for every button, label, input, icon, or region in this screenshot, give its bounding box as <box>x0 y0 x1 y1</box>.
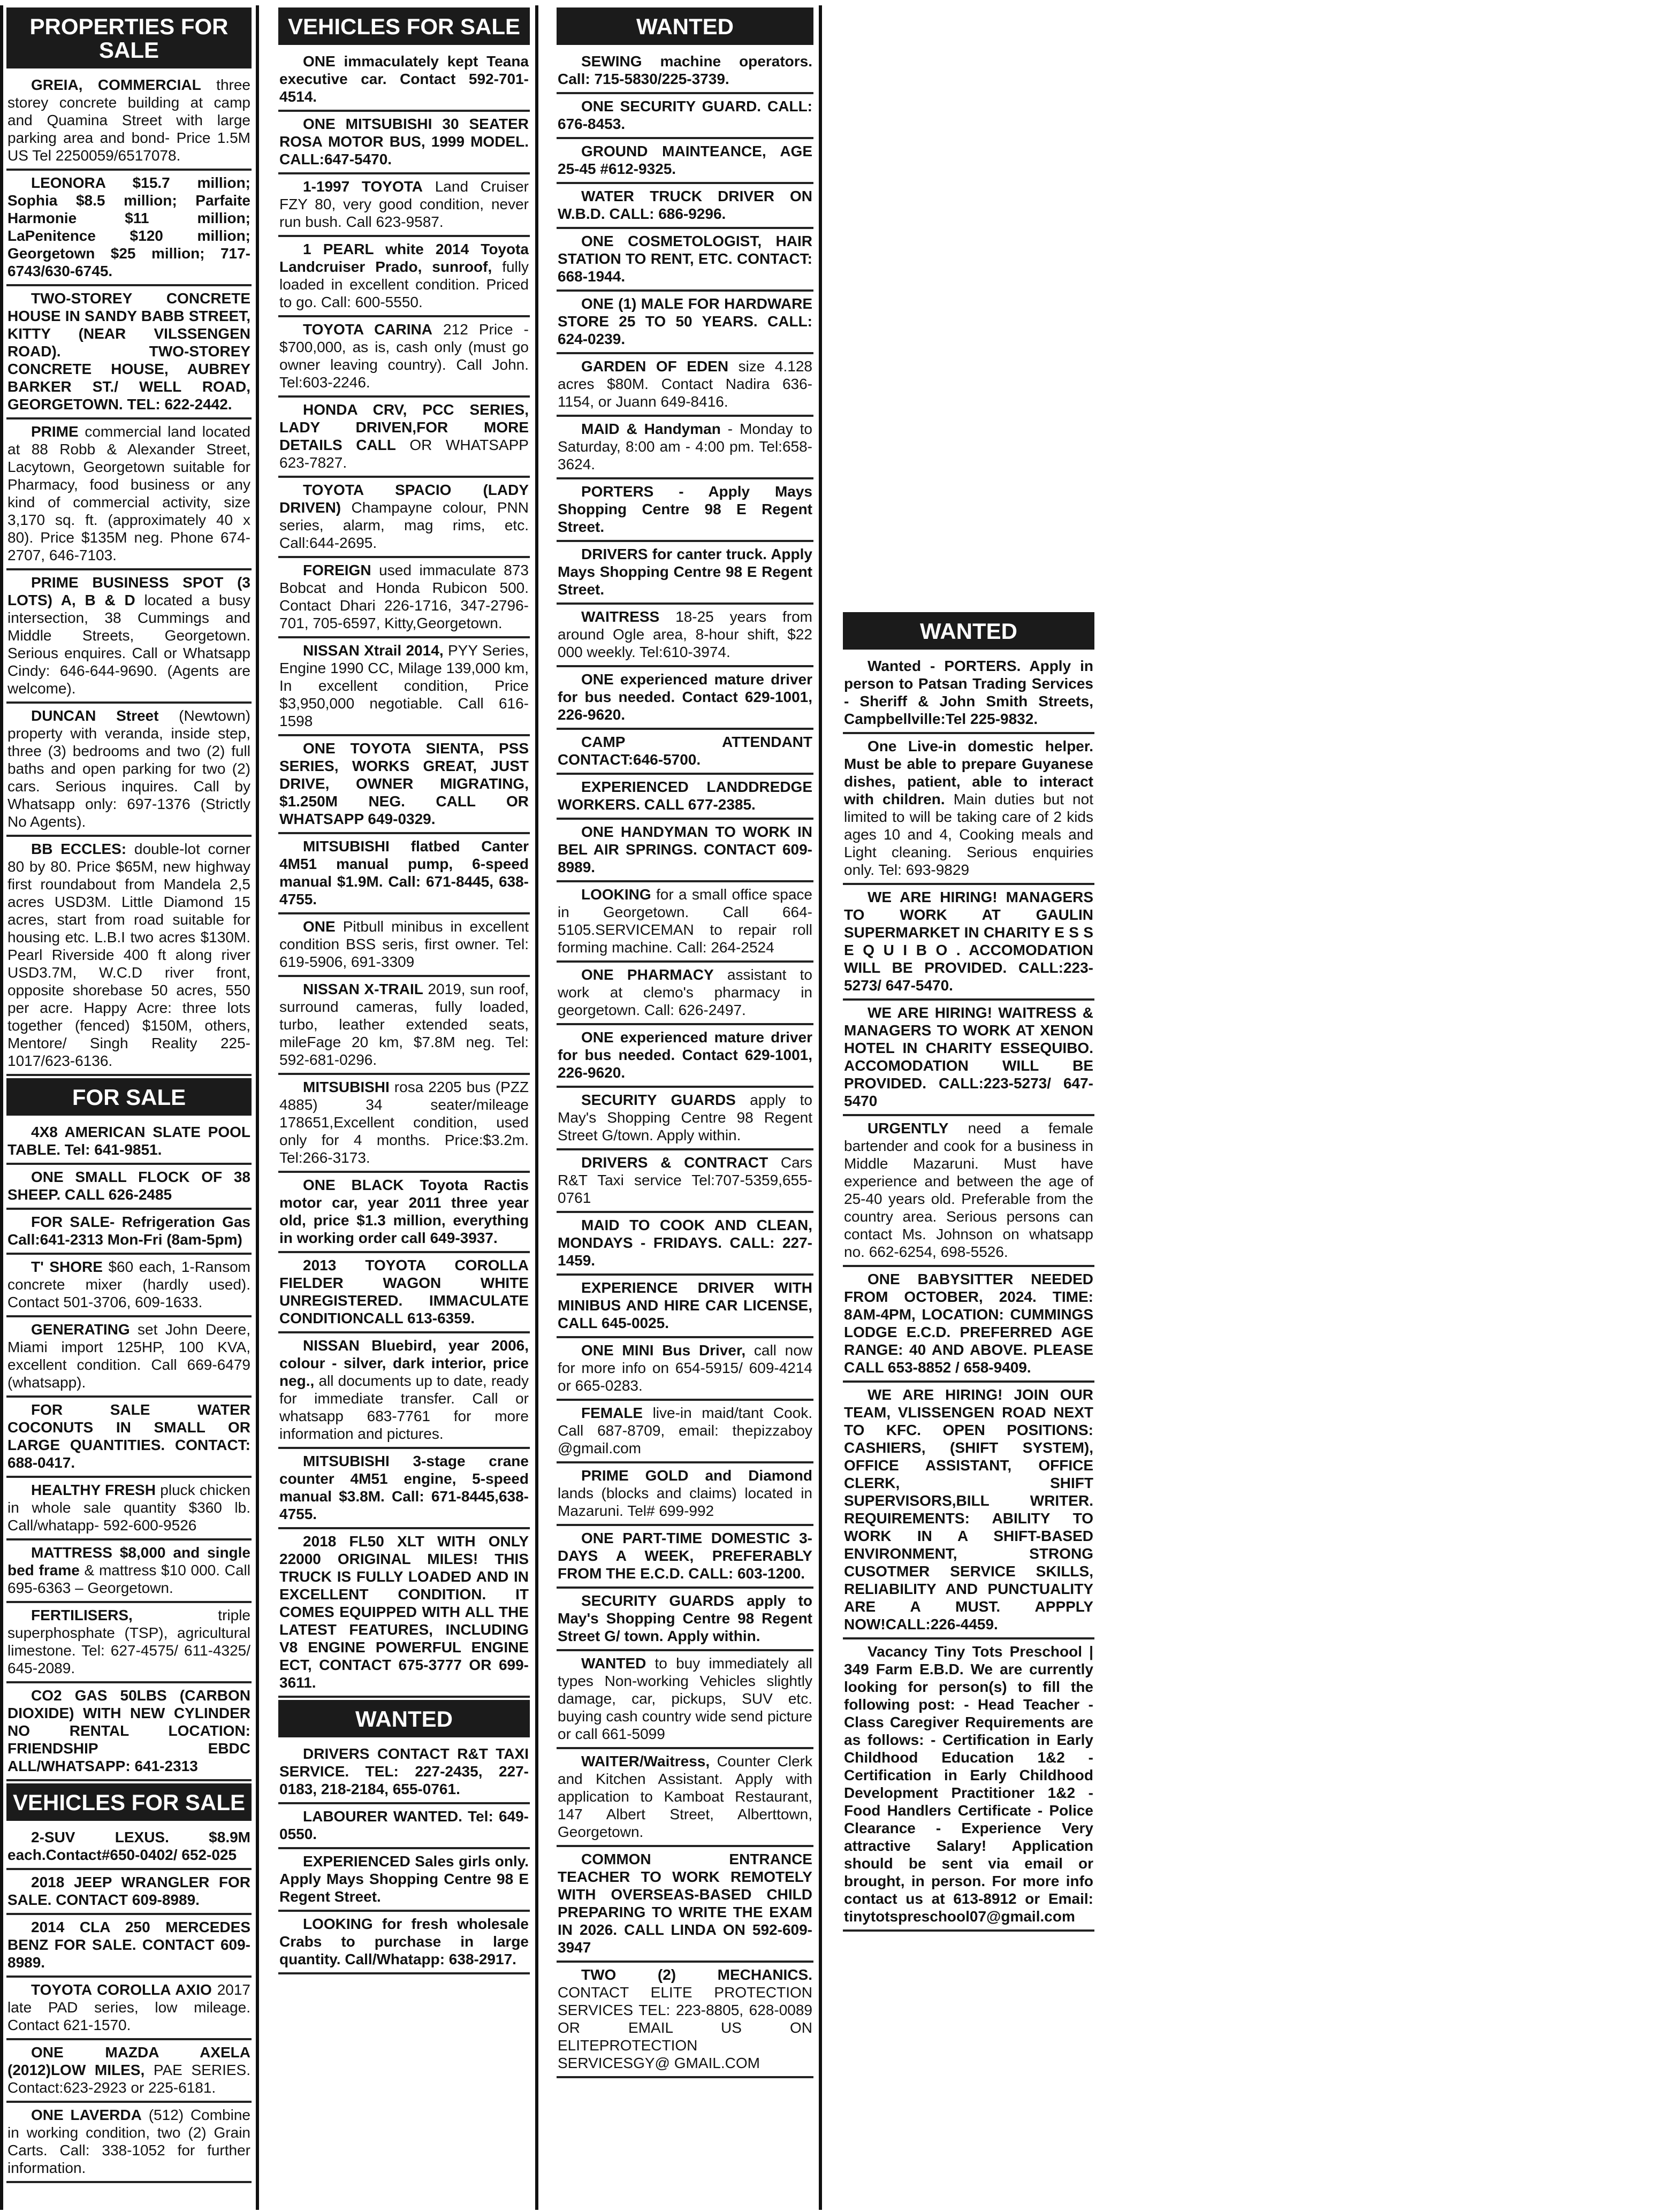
classified-ad <box>6 1870 252 1915</box>
column-1 <box>6 5 252 2183</box>
ad-lead-text: HONDA CRV, PCC SERIES, LADY DRIVEN,FOR MORE DETAILS CALL <box>279 401 529 453</box>
ad-lead-text: CO2 GAS 50LBS (CARBON DIOXIDE) WITH NEW CYLINDER NO RENTAL LOCATION: FRIENDSHIP EBDC ALL/WHATSAPP: 641-2313 <box>7 1687 250 1774</box>
classified-ad <box>6 570 252 704</box>
classified-ad <box>6 704 252 837</box>
classified-ad <box>557 1589 813 1651</box>
ad-lead-text: NISSAN Xtrail 2014, <box>303 642 444 659</box>
classified-ad <box>6 1317 252 1398</box>
classified-ad <box>557 417 813 479</box>
classified-ad <box>6 171 252 286</box>
ad-body-text: rosa 2205 bus (PZZ 4885) 34 seater/mileage 178651,Excellent condition, used only for 4 months. Price:$3.2m. Tel:266-3173. <box>279 1079 529 1166</box>
ad-body-text: (Newtown) property with veranda, inside step, three (3) bedrooms and two (2) full baths and open parking for two (2) cars. Serious inquires. Call by Whatsapp only: 697-1376 (Strictly No Agents). <box>7 707 250 830</box>
ad-lead-text: 2018 JEEP WRANGLER FOR SALE. CONTACT 609-8989. <box>7 1874 250 1908</box>
section-header: VEHICLES FOR SALE <box>6 1783 252 1821</box>
ad-lead-text: 2-SUV LEXUS. $8.9M each.Contact#650-0402/ 652-025 <box>7 1829 250 1863</box>
ad-body-text: - Monday to Saturday, 8:00 am - 4:00 pm. Tel:658-3624. <box>558 421 812 472</box>
ad-body-text: Pitbull minibus in excellent condition BSS seris, first owner. Tel: 619-5906, 691-3309 <box>279 918 529 970</box>
classified-ad <box>278 1742 530 1804</box>
classified-ad <box>278 112 530 174</box>
ad-lead-text: One Live-in domestic helper. Must be able to prepare Guyanese dishes, patient, able to interact with children. <box>844 738 1093 807</box>
ad-body-text: PYY Series, Engine 1990 CC, Milage 139,000 km, In excellent condition, Price $3,950,000 negotiable. Call 616-1598 <box>279 642 529 729</box>
classified-ad <box>557 775 813 820</box>
ad-lead-text: SECURITY GUARDS apply to May's Shopping Centre 98 Regent Street G/ town. Apply within. <box>558 1592 812 1644</box>
classified-ad <box>843 1267 1094 1383</box>
classified-ad <box>6 1210 252 1255</box>
classified-ad <box>6 1398 252 1478</box>
ad-lead-text: T' SHORE <box>31 1258 103 1275</box>
ad-lead-text: NISSAN X-TRAIL <box>303 981 423 997</box>
ad-lead-text: FOREIGN <box>303 562 371 578</box>
classified-ad <box>6 1165 252 1210</box>
ad-body-text: $60 each, 1-Ransom concrete mixer (hardly used). Contact 501-3706, 609-1633. <box>7 1258 250 1310</box>
ad-lead-text: LOOKING for fresh wholesale Crabs to purchase in large quantity. Call/Whatapp: 638-2917. <box>279 1916 529 1967</box>
ad-lead-text: TWO-STOREY CONCRETE HOUSE IN SANDY BABB STREET, KITTY (NEAR VILSSENGEN ROAD). TWO-STOREY CONCRETE HOUSE, AUBREY BARKER ST./ WELL ROAD, GEORGETOWN. TEL: 622-2442. <box>7 290 250 413</box>
column-rule <box>0 5 3 2210</box>
ad-lead-text: PORTERS - Apply Mays Shopping Centre 98 E Regent Street. <box>558 483 812 535</box>
classified-ad <box>557 479 813 542</box>
classified-ad <box>6 837 252 1076</box>
classified-ad <box>278 1804 530 1849</box>
ad-lead-text: DRIVERS for canter truck. Apply Mays Shopping Centre 98 E Regent Street. <box>558 546 812 598</box>
ad-lead-text: WAITER/Waitress, <box>581 1753 710 1769</box>
ad-lead-text: ONE SMALL FLOCK OF 38 SHEEP. CALL 626-2485 <box>7 1169 250 1203</box>
column-rule <box>256 5 259 2210</box>
classified-ad <box>843 734 1094 885</box>
ad-body-text: assistant to work at clemo's pharmacy in georgetown. Call: 626-2497. <box>558 966 812 1018</box>
section-header: PROPERTIES FOR SALE <box>6 7 252 68</box>
classified-ad <box>557 1025 813 1088</box>
classified-ad <box>278 1173 530 1253</box>
ad-lead-text: TOYOTA SPACIO (LADY DRIVEN) <box>279 482 529 516</box>
ad-lead-text: WANTED <box>581 1655 646 1672</box>
ad-lead-text: MITSUBISHI flatbed Canter 4M51 manual pump, 6-speed manual $1.9M. Call: 671-8445, 638-4755. <box>279 838 529 907</box>
ad-lead-text: GROUND MAINTEANCE, AGE 25-45 #612-9325. <box>558 143 812 177</box>
ad-body-text: OR WHATSAPP 623-7827. <box>279 437 529 471</box>
ad-body-text: used immaculate 873 Bobcat and Honda Rubicon 500. Contact Dhari 226-1716, 347-2796-701, 705-6597, Kitty,Georgetown. <box>279 562 529 631</box>
ad-body-text: size 4.128 acres $80M. Contact Nadira 636-1154, or Juann 649-8416. <box>558 358 812 410</box>
classified-ad <box>557 605 813 667</box>
ad-lead-text: FEMALE <box>581 1405 643 1421</box>
classified-ad <box>557 94 813 139</box>
ad-lead-text: EXPERIENCE DRIVER WITH MINIBUS AND HIRE CAR LICENSE, CALL 645-0025. <box>558 1279 812 1331</box>
ad-lead-text: ONE TOYOTA SIENTA, PSS SERIES, WORKS GREAT, JUST DRIVE, OWNER MIGRATING, $1.250M NEG. CALL OR WHATSAPP 649-0329. <box>279 740 529 827</box>
ad-body-text: fully loaded in excellent condition. Priced to go. Call: 600-5550. <box>279 258 529 310</box>
classified-ad <box>6 1478 252 1540</box>
ad-body-text: all documents up to date, ready for immediate transfer. Call or whatsapp 683-7761 for more information and pictures. <box>279 1372 529 1442</box>
ad-body-text: need a female bartender and cook for a business in Middle Mazaruni. Must have experience and between the age of 25-40 years old. Preferable from the country area. Serious persons can contact Ms. Johnson on whatsapp no. 662-6254, 698-5526. <box>844 1120 1093 1260</box>
classified-ad <box>6 2103 252 2183</box>
ad-lead-text: NISSAN Bluebird, year 2006, colour - silver, dark interior, price neg., <box>279 1337 529 1389</box>
ad-body-text: pluck chicken in whole sale quantity $360 lb. Call/whatapp- 592-600-9526 <box>7 1482 250 1534</box>
classified-ad <box>278 237 530 317</box>
ad-lead-text: ONE MAZDA AXELA (2012)LOW MILES, <box>7 2044 250 2078</box>
classified-ad <box>6 1683 252 1781</box>
ad-lead-text: LEONORA $15.7 million; Sophia $8.5 million; Parfaite Harmonie $11 million; LaPenitence $120 million; Georgetown $25 million; 717-6743/630-6745. <box>7 174 250 279</box>
classified-ad <box>557 963 813 1025</box>
classified-ad <box>557 292 813 354</box>
classified-ad <box>557 1213 813 1276</box>
ad-lead-text: MAID & Handyman <box>581 421 721 437</box>
classified-ad <box>6 73 252 171</box>
ad-lead-text: WAITRESS <box>581 608 660 625</box>
classified-ad <box>557 1749 813 1847</box>
ad-lead-text: 1 PEARL white 2014 Toyota Landcruiser Prado, sunroof, <box>279 241 529 275</box>
ad-lead-text: ONE <box>303 918 336 935</box>
ad-lead-text: MATTRESS $8,000 and single bed frame <box>7 1544 250 1578</box>
classified-ad <box>6 1255 252 1317</box>
ad-lead-text: HEALTHY FRESH <box>31 1482 156 1498</box>
ad-body-text: 2019, sun roof, surround cameras, fully loaded, turbo, leather extended seats, mileFage 20 km, $7.8M neg. Tel: 592-681-0296. <box>279 981 529 1068</box>
classified-ad <box>278 174 530 237</box>
ad-body-text: PAE SERIES. Contact:623-2923 or 225-6181. <box>7 2062 250 2096</box>
ad-body-text: triple superphosphate (TSP), agricultural limestone. Tel: 627-4575/ 611-4325/ 645-2089. <box>7 1607 250 1676</box>
ad-lead-text: LOOKING <box>581 886 651 903</box>
classified-ad <box>278 317 530 398</box>
ad-lead-text: MITSUBISHI <box>303 1079 390 1095</box>
ad-lead-text: WE ARE HIRING! JOIN OUR TEAM, VLISSENGEN ROAD NEXT TO KFC. OPEN POSITIONS: CASHIERS, (SHIFT SYSTEM), OFFICE ASSISTANT, OFFICE CLERK, SHIFT SUPERVISORS,BILL WRITER. REQUIREMENTS: ABILITY TO WORK IN A SHIFT-BASED ENVIRONMENT, STRONG CUSOTMER SERVICE SKILLS, RELIABILITY AND PUNCTUALITY ARE A MUST. APPPLY NOW!CALL:226-4459. <box>844 1386 1093 1633</box>
classified-ad <box>6 1540 252 1603</box>
classified-ad <box>278 478 530 558</box>
classified-ad <box>557 354 813 417</box>
classified-ad <box>6 2040 252 2103</box>
classified-ad <box>557 1651 813 1749</box>
ad-lead-text: PRIME GOLD and Diamond <box>581 1467 812 1484</box>
ad-lead-text: ONE MITSUBISHI 30 SEATER ROSA MOTOR BUS, 1999 MODEL. CALL:647-5470. <box>279 116 529 167</box>
ad-body-text: commercial land located at 88 Robb & Alexander Street, Lacytown, Georgetown suitable for Pharmacy, food business or any kind of commercial activity, size 3,170 sq. ft. (approximately 40 x 80). Price $135M neg. Phone 674-2707, 646-7103. <box>7 423 250 563</box>
classified-ad <box>557 139 813 184</box>
ad-lead-text: ONE BLACK Toyota Ractis motor car, year 2011 three year old, price $1.3 million, everything in working order call 649-3937. <box>279 1177 529 1246</box>
ad-lead-text: WE ARE HIRING! WAITRESS & MANAGERS TO WORK AT XENON HOTEL IN CHARITY ESSEQUIBO. ACCOMODATION WILL BE PROVIDED. CALL:223-5273/ 647-5470 <box>844 1004 1093 1109</box>
classified-ad <box>843 1639 1094 1932</box>
classified-ad <box>557 542 813 605</box>
classified-ad <box>843 1001 1094 1116</box>
classified-ad <box>557 820 813 882</box>
ad-lead-text: ONE HANDYMAN TO WORK IN BEL AIR SPRINGS. CONTACT 609-8989. <box>558 823 812 875</box>
classified-ad <box>557 882 813 963</box>
classified-ad <box>557 667 813 730</box>
column-3 <box>557 5 813 2078</box>
ad-lead-text: FOR SALE WATER COCONUTS IN SMALL OR LARGE QUANTITIES. CONTACT: 688-0417. <box>7 1401 250 1471</box>
ad-lead-text: ONE PART-TIME DOMESTIC 3-DAYS A WEEK, PREFERABLY FROM THE E.C.D. CALL: 603-1200. <box>558 1530 812 1582</box>
ad-lead-text: COMMON ENTRANCE TEACHER TO WORK REMOTELY WITH OVERSEAS-BASED CHILD PREPARING TO WRITE THE EXAM IN 2026. CALL LINDA ON 592-609-3947 <box>558 1851 812 1956</box>
classified-ad <box>278 398 530 478</box>
ad-lead-text: DUNCAN Street <box>31 707 159 724</box>
ad-lead-text: Vacancy Tiny Tots Preschool | 349 Farm E.B.D. We are currently looking for person(s) to fill the following post: - Head Teacher - Class Caregiver Requirements are as follows: - Certification in Early Childhood Education 1&2 - Certification in Early Childhood Development Practitioner 1&2 - Food Handlers Certificate - Police Clearance - Experience Very attractive Salary! Application should be sent via email or brought, in person. For more info contact us at 613-8912 or Email: tinytotspreschool07@gmail.com <box>844 1643 1093 1925</box>
classified-ad <box>6 1978 252 2040</box>
classified-ad <box>6 1603 252 1683</box>
ad-body-text: Counter Clerk and Kitchen Assistant. Apply with application to Kamboat Restaurant, 147 Albert Street, Alberttown, Georgetown. <box>558 1753 812 1840</box>
classified-ad <box>278 914 530 977</box>
ad-lead-text: CAMP ATTENDANT CONTACT:646-5700. <box>558 734 812 768</box>
ad-lead-text: TOYOTA COROLLA AXIO <box>31 1981 212 1998</box>
classified-ad <box>6 1825 252 1870</box>
classified-ad <box>843 885 1094 1001</box>
classified-ad <box>278 1912 530 1974</box>
section-header: WANTED <box>557 7 813 45</box>
ad-lead-text: ONE LAVERDA <box>31 2107 142 2123</box>
ad-lead-text: MAID TO COOK AND CLEAN, MONDAYS - FRIDAYS. CALL: 227-1459. <box>558 1217 812 1269</box>
classified-ad <box>278 1333 530 1449</box>
ad-lead-text: DRIVERS & CONTRACT <box>581 1154 768 1171</box>
ad-lead-text: ONE experienced mature driver for bus needed. Contact 629-1001, 226-9620. <box>558 1029 812 1081</box>
ad-lead-text: ONE BABYSITTER NEEDED FROM OCTOBER, 2024. TIME: 8AM-4PM, LOCATION: CUMMINGS LODGE E.C.D. PREFERRED AGE RANGE: 40 AND ABOVE. PLEASE CALL 653-8852 / 658-9409. <box>844 1271 1093 1376</box>
classified-ad <box>557 1963 813 2078</box>
ad-lead-text: MITSUBISHI 3-stage crane counter 4M51 engine, 5-speed manual $3.8M. Call: 671-8445,638-4755. <box>279 1453 529 1522</box>
ad-body-text: 18-25 years from around Ogle area, 8-hour shift, $22 000 weekly. Tel:610-3974. <box>558 608 812 660</box>
ad-lead-text: GARDEN OF EDEN <box>581 358 729 375</box>
classified-ad <box>278 1253 530 1333</box>
ad-body-text: three storey concrete building at camp and Quamina Street with large parking area and bond- Price 1.5M US Tel 2250059/6517078. <box>7 77 250 164</box>
column-rule <box>535 5 538 2210</box>
classified-ad <box>557 730 813 775</box>
ad-lead-text: FERTILISERS, <box>31 1607 133 1623</box>
ad-lead-text: GREIA, COMMERCIAL <box>31 77 201 93</box>
ad-body-text: located a busy intersection, 38 Cummings and Middle Streets, Georgetown. Serious enquires. Call or Whatsapp Cindy: 646-644-9690. (Agents are welcome). <box>7 592 250 697</box>
classified-ad <box>557 1276 813 1338</box>
classified-ad <box>6 286 252 419</box>
classified-ad <box>557 1150 813 1213</box>
classified-ad <box>278 558 530 638</box>
ad-lead-text: 1-1997 TOYOTA <box>303 178 423 195</box>
classified-ad <box>278 736 530 834</box>
section-header: WANTED <box>843 612 1094 650</box>
column-2 <box>278 5 530 1974</box>
classified-ad <box>557 1463 813 1526</box>
ad-body-text: to buy immediately all types Non-working Vehicles slightly damage, car, pickups, SUV etc. buying cash country wide send picture or call 661-5099 <box>558 1655 812 1742</box>
section-header: FOR SALE <box>6 1078 252 1116</box>
ad-lead-text: 2014 CLA 250 MERCEDES BENZ FOR SALE. CONTACT 609-8989. <box>7 1919 250 1971</box>
section-header: WANTED <box>278 1700 530 1737</box>
ad-lead-text: ONE SECURITY GUARD. CALL: 676-8453. <box>558 98 812 132</box>
classified-ad <box>6 1915 252 1978</box>
ad-lead-text: ONE PHARMACY <box>581 966 714 983</box>
ad-body-text: & mattress $10 000. Call 695-6363 – Georgetown. <box>7 1562 250 1596</box>
ad-lead-text: ONE (1) MALE FOR HARDWARE STORE 25 TO 50 YEARS. CALL: 624-0239. <box>558 295 812 347</box>
ad-body-text: (512) Combine in working condition, two (2) Grain Carts. Call: 338-1052 for further information. <box>7 2107 251 2176</box>
ad-body-text: set John Deere, Miami import 125HP, 100 KVA, excellent condition. Call 669-6479 (whatsapp). <box>7 1321 250 1391</box>
ad-body-text: call now for more info on 654-5915/ 609-4214 or 665-0283. <box>558 1342 813 1394</box>
ad-lead-text: DRIVERS CONTACT R&T TAXI SERVICE. TEL: 227-2435, 227-0183, 218-2184, 655-0761. <box>279 1745 529 1797</box>
ad-lead-text: ONE MINI Bus Driver, <box>581 1342 746 1359</box>
ad-body-text: Cars R&T Taxi service Tel:707-5359,655-0761 <box>558 1154 812 1206</box>
ad-lead-text: EXPERIENCED LANDDREDGE WORKERS. CALL 677-2385. <box>558 779 812 813</box>
classified-ad <box>557 229 813 292</box>
ad-body-text: for a small office space in Georgetown. Call 664-5105.SERVICEMAN to repair roll forming machine. Call: 264-2524 <box>558 886 812 956</box>
ad-lead-text: FOR SALE- Refrigeration Gas Call:641-2313 Mon-Fri (8am-5pm) <box>7 1214 250 1248</box>
ad-lead-text: 4X8 AMERICAN SLATE POOL TABLE. Tel: 641-9851. <box>7 1124 250 1158</box>
ad-lead-text: BB ECCLES: <box>31 841 127 857</box>
ad-body-text: Land Cruiser FZY 80, very good condition, never run bush. Call 623-9587. <box>279 178 529 230</box>
ad-body-text: live-in maid/tant Cook. Call 687-8709, email: thepizzaboy @gmail.com <box>558 1405 812 1456</box>
ad-body-text: lands (blocks and claims) located in Mazaruni. Tel# 699-992 <box>558 1485 812 1519</box>
classified-ad <box>278 1449 530 1529</box>
ad-lead-text: 2013 TOYOTA COROLLA FIELDER WAGON WHITE UNREGISTERED. IMMACULATE CONDITIONCALL 613-6359. <box>279 1257 529 1326</box>
classified-ad <box>278 1849 530 1912</box>
ad-lead-text: TWO (2) MECHANICS. <box>581 1966 812 1983</box>
classified-ad <box>278 638 530 736</box>
column-rule <box>819 5 822 2210</box>
ad-lead-text: SEWING machine operators. Call: 715-5830/225-3739. <box>558 53 812 87</box>
classified-ad <box>6 419 252 570</box>
classified-ad <box>278 49 530 112</box>
ad-lead-text: LABOURER WANTED. Tel: 649-0550. <box>279 1808 529 1842</box>
ad-lead-text: Wanted - PORTERS. Apply in person to Patsan Trading Services - Sheriff & John Smith Streets, Campbellville:Tel 225-9832. <box>844 658 1093 727</box>
classified-ad <box>6 1120 252 1165</box>
classified-ad <box>843 654 1094 734</box>
classified-ad <box>557 49 813 94</box>
ad-lead-text: ONE immaculately kept Teana executive car. Contact 592-701-4514. <box>279 53 529 105</box>
classified-ad <box>278 834 530 914</box>
column-4 <box>843 610 1094 1932</box>
ad-lead-text: URGENTLY <box>867 1120 949 1136</box>
section-header: VEHICLES FOR SALE <box>278 7 530 45</box>
ad-lead-text: TOYOTA CARINA <box>303 321 432 338</box>
ad-lead-text: WE ARE HIRING! MANAGERS TO WORK AT GAULIN SUPERMARKET IN CHARITY E S S E Q U I B O . ACCOMODATION WILL BE PROVIDED. CALL:223-5273/ 647-5470. <box>844 889 1093 994</box>
classified-ad <box>278 977 530 1075</box>
classified-ad <box>557 1401 813 1463</box>
classified-ad <box>557 1338 813 1401</box>
ad-lead-text: EXPERIENCED Sales girls only. Apply Mays Shopping Centre 98 E Regent Street. <box>279 1853 529 1905</box>
ad-body-text: 212 Price - $700,000, as is, cash only (must go owner leaving country). Call John. Tel:603-2246. <box>279 321 529 391</box>
classified-ad <box>278 1075 530 1173</box>
ad-lead-text: WATER TRUCK DRIVER ON W.B.D. CALL: 686-9296. <box>558 188 812 222</box>
ad-lead-text: PRIME BUSINESS SPOT (3 LOTS) A, B & D <box>7 574 250 608</box>
ad-lead-text: SECURITY GUARDS <box>581 1092 736 1108</box>
ad-lead-text: GENERATING <box>31 1321 130 1338</box>
ad-body-text: double-lot corner 80 by 80. Price $65M, new highway first roundabout from Mandela 2,5 acres USD3M. Little Diamond 15 acres, start from road suitable for housing etc. L.B.I two acres $130M. Pearl Riverside 400 ft along river USD3.7M, W.C.D river front, opposite shorebase 50 acres, 550 per acre. Happy Acre: three lots together (fenced) $150M, others, Mentore/ Singh Reality 225-1017/623-6136. <box>7 841 250 1069</box>
classified-ad <box>557 1088 813 1150</box>
classified-ad <box>557 184 813 229</box>
ad-lead-text: ONE COSMETOLOGIST, HAIR STATION TO RENT, ETC. CONTACT: 668-1944. <box>558 233 812 285</box>
ad-lead-text: 2018 FL50 XLT WITH ONLY 22000 ORIGINAL MILES! THIS TRUCK IS FULLY LOADED AND IN EXCELLENT CONDITION. IT COMES EQUIPPED WITH ALL THE LATEST FEATURES, INCLUDING V8 ENGINE POWERFUL ENGINE ECT, CONTACT 675-3777 OR 699-3611. <box>279 1533 529 1691</box>
ad-body-text: 2017 late PAD series, low mileage. Contact 621-1570. <box>7 1981 250 2033</box>
classified-ad <box>557 1526 813 1589</box>
classified-ad <box>843 1383 1094 1639</box>
ad-body-text: CONTACT ELITE PROTECTION SERVICES TEL: 223-8805, 628-0089 OR EMAIL US ON ELITEPROTECTION SERVICESGY@ GMAIL.COM <box>558 1984 812 2071</box>
classified-ad <box>278 1529 530 1698</box>
ad-body-text: Champayne colour, PNN series, alarm, mag rims, etc. Call:644-2695. <box>279 499 529 551</box>
ad-lead-text: PRIME <box>31 423 79 440</box>
classified-ad <box>557 1847 813 1963</box>
classified-ad <box>843 1116 1094 1267</box>
ad-body-text: apply to May's Shopping Centre 98 Regent Street G/town. Apply within. <box>558 1092 812 1143</box>
ad-lead-text: ONE experienced mature driver for bus needed. Contact 629-1001, 226-9620. <box>558 671 812 723</box>
ad-body-text: Main duties but not limited to will be taking care of 2 kids ages 10 and 4, Cooking meals and Light cleaning. Serious enquiries only. Tel: 693-9829 <box>844 791 1093 878</box>
